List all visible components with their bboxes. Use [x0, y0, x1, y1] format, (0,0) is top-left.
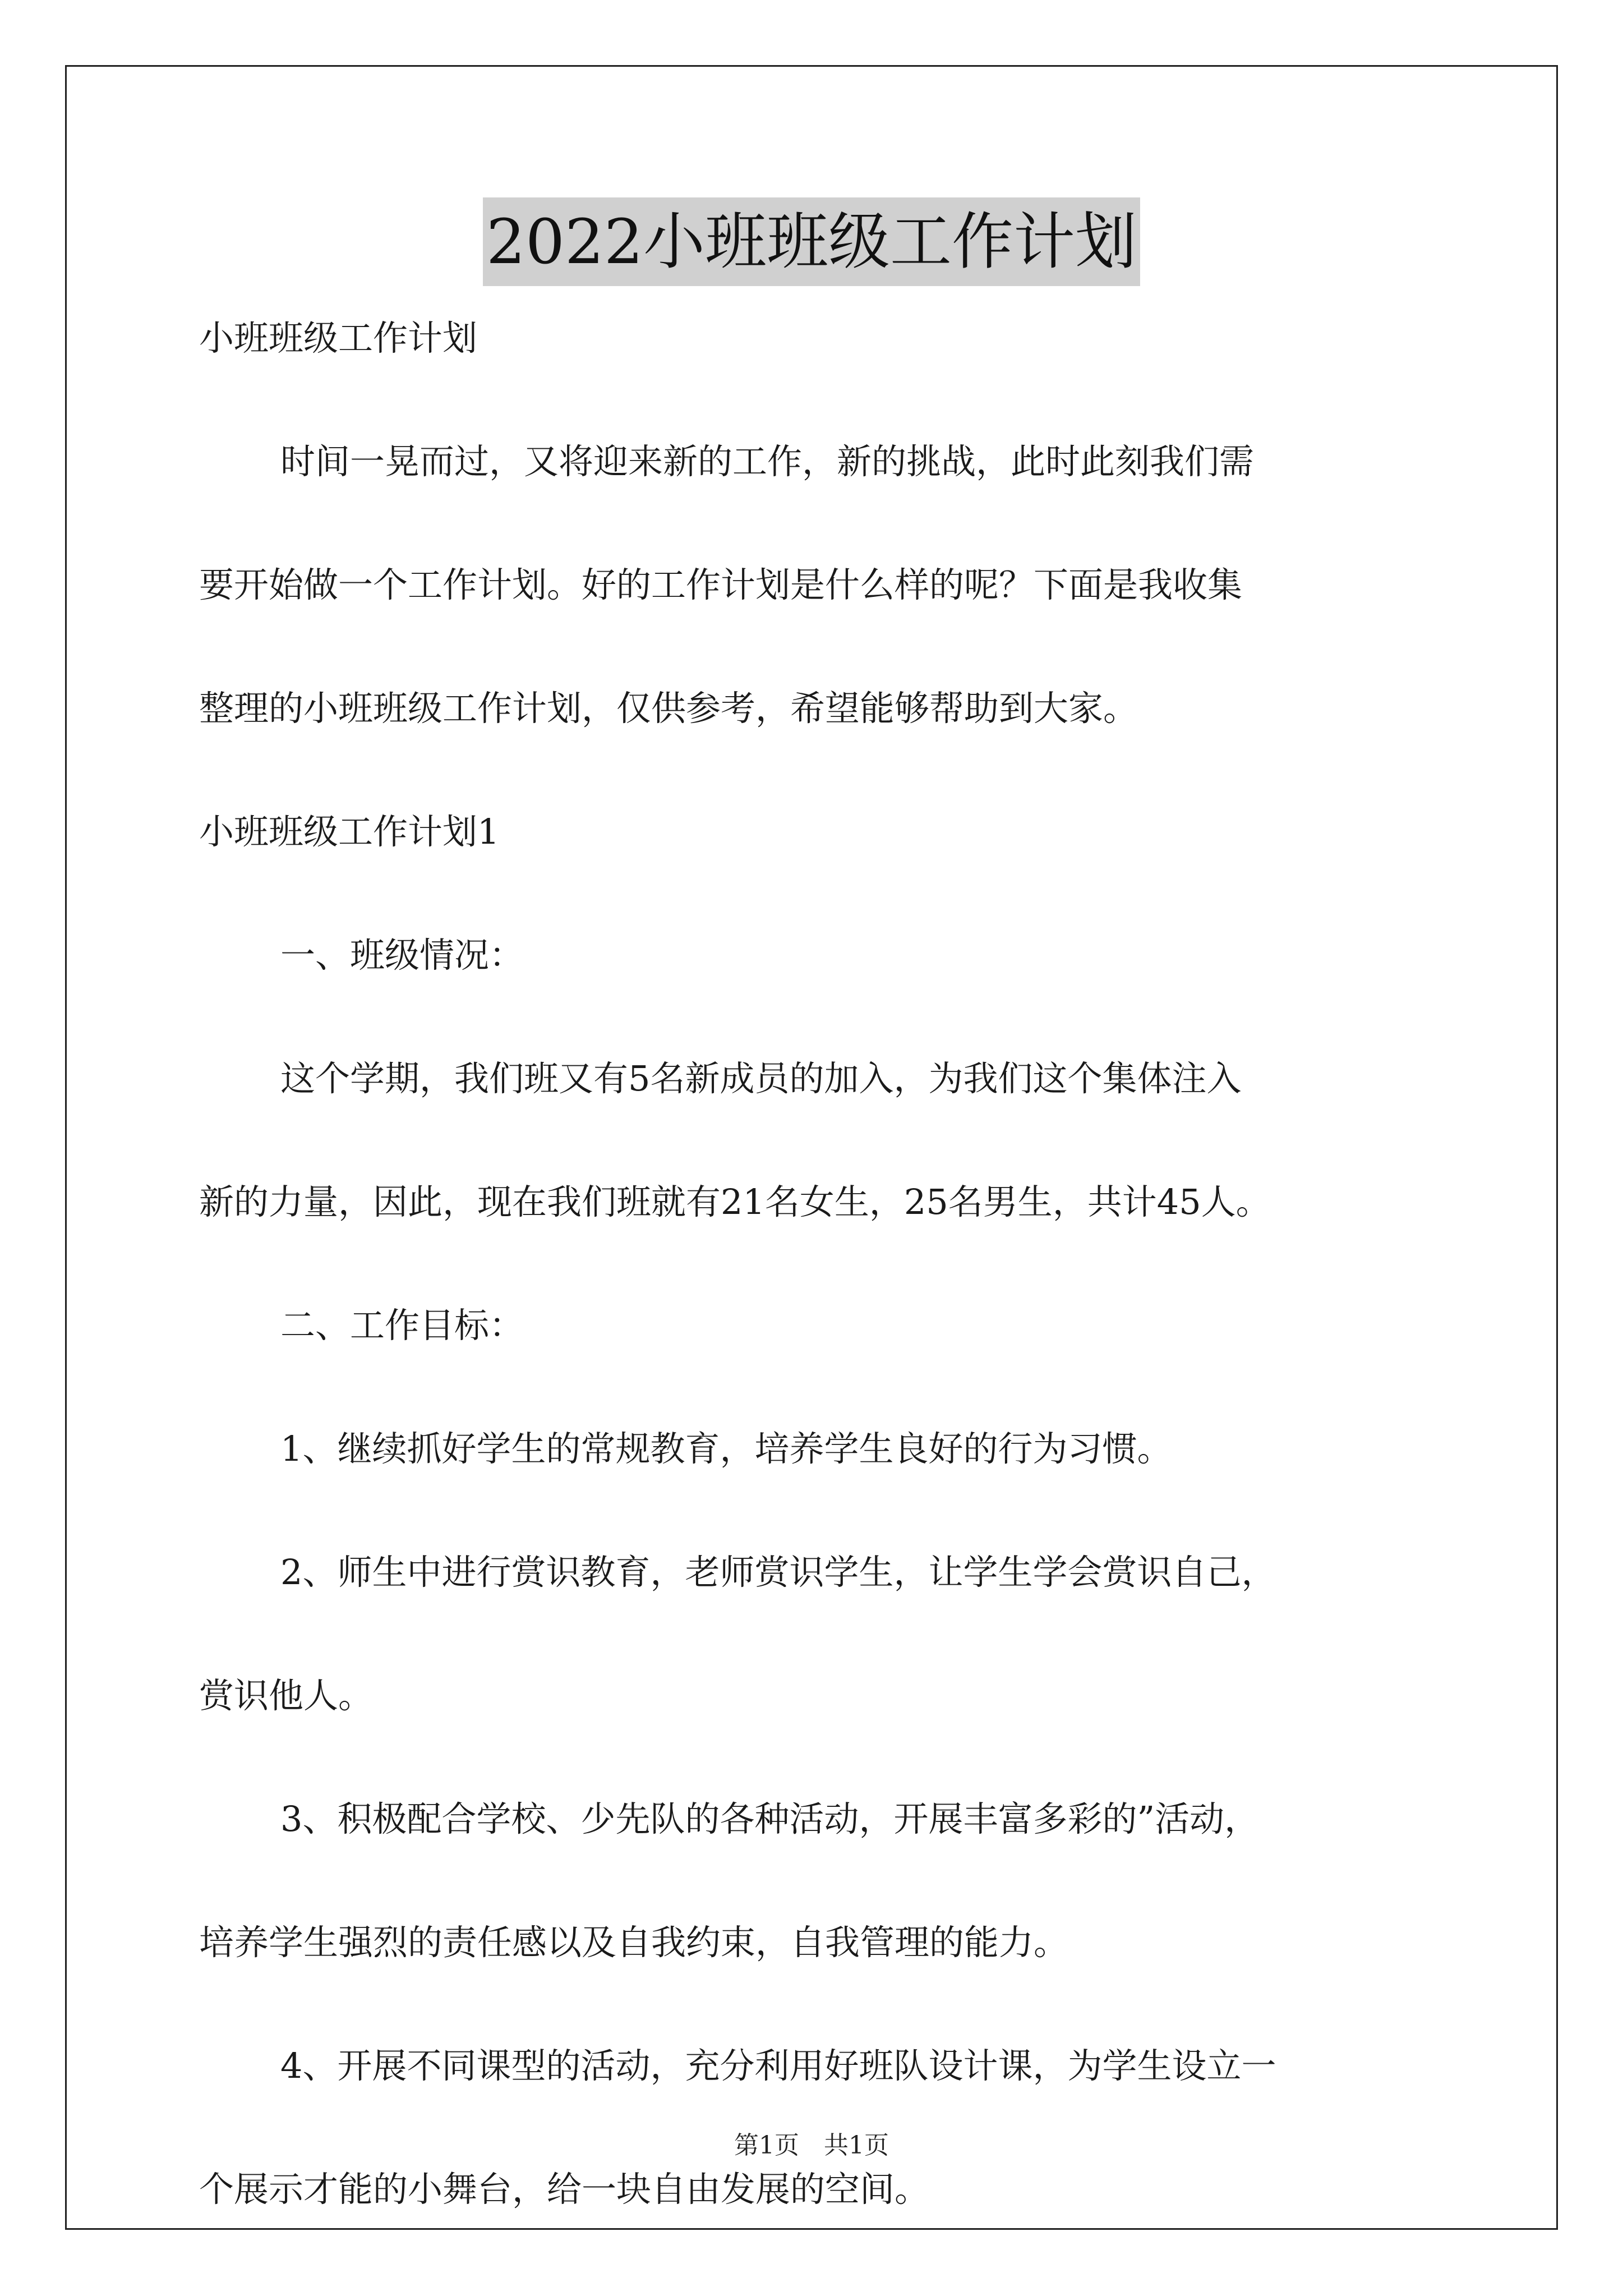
heading-class-situation: 一、班级情况：	[280, 935, 524, 976]
subtitle: 小班班级工作计划	[199, 318, 478, 358]
goal-line: 2、师生中进行赏识教育，老师赏识学生，让学生学会赏识自己，	[280, 1552, 1276, 1593]
goal-line: 培养学生强烈的责任感以及自我约束，自我管理的能力。	[199, 1922, 1069, 1963]
goal-line: 3、积极配合学校、少先队的各种活动，开展丰富多彩的”活动，	[280, 1798, 1260, 1839]
intro-line: 要开始做一个工作计划。好的工作计划是什么样的呢？下面是我收集	[199, 564, 1243, 605]
goal-line: 赏识他人。	[199, 1675, 374, 1716]
goal-line: 1、继续抓好学生的常规教育，培养学生良好的行为习惯。	[280, 1428, 1172, 1469]
heading-work-goals: 二、工作目标：	[280, 1305, 524, 1346]
goal-line: 个展示才能的小舞台，给一块自由发展的空间。	[199, 2169, 930, 2210]
page-footer: 第1页 共1页	[734, 2131, 889, 2160]
intro-line: 时间一晃而过，又将迎来新的工作，新的挑战，此时此刻我们需	[280, 441, 1255, 482]
section-title: 小班班级工作计划1	[199, 811, 500, 852]
intro-line: 整理的小班班级工作计划，仅供参考，希望能够帮助到大家。	[199, 688, 1138, 729]
page-border	[65, 65, 1558, 2230]
class-line: 新的力量，因此，现在我们班就有21名女生，25名男生，共计45人。	[199, 1181, 1271, 1222]
title-container	[0, 197, 1623, 286]
class-line: 这个学期，我们班又有5名新成员的加入，为我们这个集体注入	[280, 1058, 1242, 1099]
document-title: 2022小班班级工作计划	[483, 197, 1140, 286]
goal-line: 4、开展不同课型的活动，充分利用好班队设计课，为学生设立一	[280, 2045, 1276, 2086]
